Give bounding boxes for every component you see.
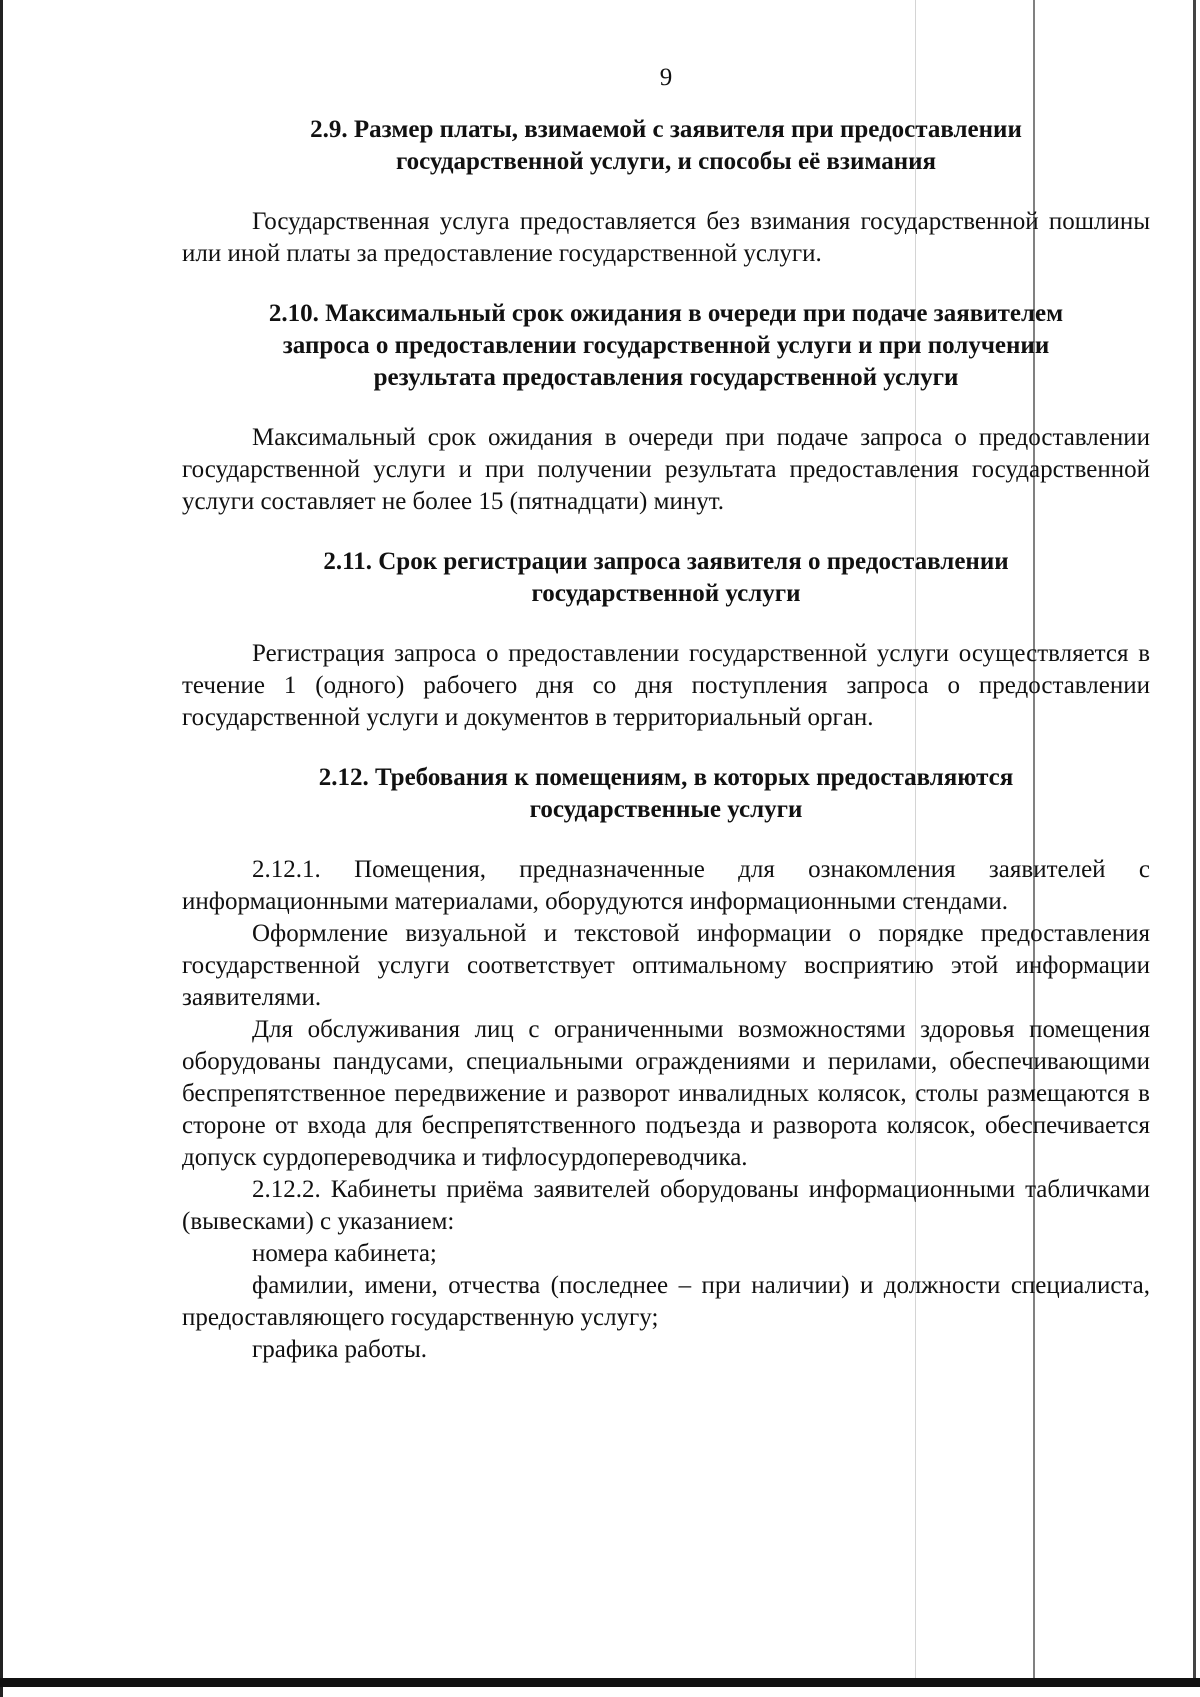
heading-line: 2.11. Срок регистрации запроса заявителя о предоставлении [323, 548, 1009, 575]
paragraph: Для обслуживания лиц с ограниченными возможностями здоровья помещения оборудованы пандусами, специальными ограждениями и перилами, обеспечивающими беспрепятственное передвижение и разворот инвалидных колясок, столы размещаются в стороне от входа для беспрепятственного подъезда и разворота колясок, обеспечивается допуск сурдопереводчика и тифлосурдопереводчика. [182, 1016, 1150, 1171]
section-2-11-heading [182, 546, 1150, 610]
scan-edge-right [1193, 0, 1196, 1680]
heading-line: результата предоставления государственной услуги [373, 364, 959, 391]
section-2-10-body [182, 422, 1150, 518]
paragraph: 2.12.2. Кабинеты приёма заявителей оборудованы информационными табличками (вывесками) с указанием: [182, 1176, 1150, 1235]
list-item: фамилии, имени, отчества (последнее – при наличии) и должности специалиста, предоставляющего государственную услугу; [182, 1272, 1150, 1331]
section-2-9-body [182, 206, 1150, 270]
section-2-10-heading [182, 298, 1150, 394]
paragraph: Оформление визуальной и текстовой информации о порядке предоставления государственной услуги соответствует оптимальному восприятию этой информации заявителями. [182, 920, 1150, 1011]
document-content [182, 62, 1150, 1366]
heading-line: запроса о предоставлении государственной услуги и при получении [282, 332, 1050, 359]
paragraph: Государственная услуга предоставляется без взимания государственной пошлины или иной платы за предоставление государственной услуги. [182, 208, 1150, 267]
heading-line: 2.12. Требования к помещениям, в которых предоставляются [318, 764, 1014, 791]
heading-line: 2.9. Размер платы, взимаемой с заявителя при предоставлении [310, 116, 1022, 143]
section-2-9-heading [182, 114, 1150, 178]
page-number: 9 [659, 64, 673, 91]
section-2-11-body [182, 638, 1150, 734]
list-item: графика работы. [252, 1336, 427, 1363]
list-item: номера кабинета; [252, 1240, 437, 1267]
heading-line: государственные услуги [529, 796, 803, 823]
heading-line: государственной услуги, и способы её взимания [395, 148, 937, 175]
paragraph: Максимальный срок ожидания в очереди при подаче запроса о предоставлении государственной услуги и при получении результата предоставления государственной услуги составляет не более 15 (пятнадцати) минут. [182, 424, 1150, 515]
paragraph: 2.12.1. Помещения, предназначенные для ознакомления заявителей с информационными материалами, оборудуются информационными стендами. [182, 856, 1150, 915]
heading-line: 2.10. Максимальный срок ожидания в очереди при подаче заявителем [268, 300, 1064, 327]
section-2-12-body [182, 854, 1150, 1366]
scan-edge-left [0, 0, 3, 1697]
heading-line: государственной услуги [531, 580, 801, 607]
scan-edge-bottom [0, 1678, 1200, 1687]
section-2-12-heading [182, 762, 1150, 826]
paragraph: Регистрация запроса о предоставлении государственной услуги осуществляется в течение 1 (одного) рабочего дня со дня поступления запроса о предоставлении государственной услуги и документов в территориальный орган. [182, 640, 1150, 731]
